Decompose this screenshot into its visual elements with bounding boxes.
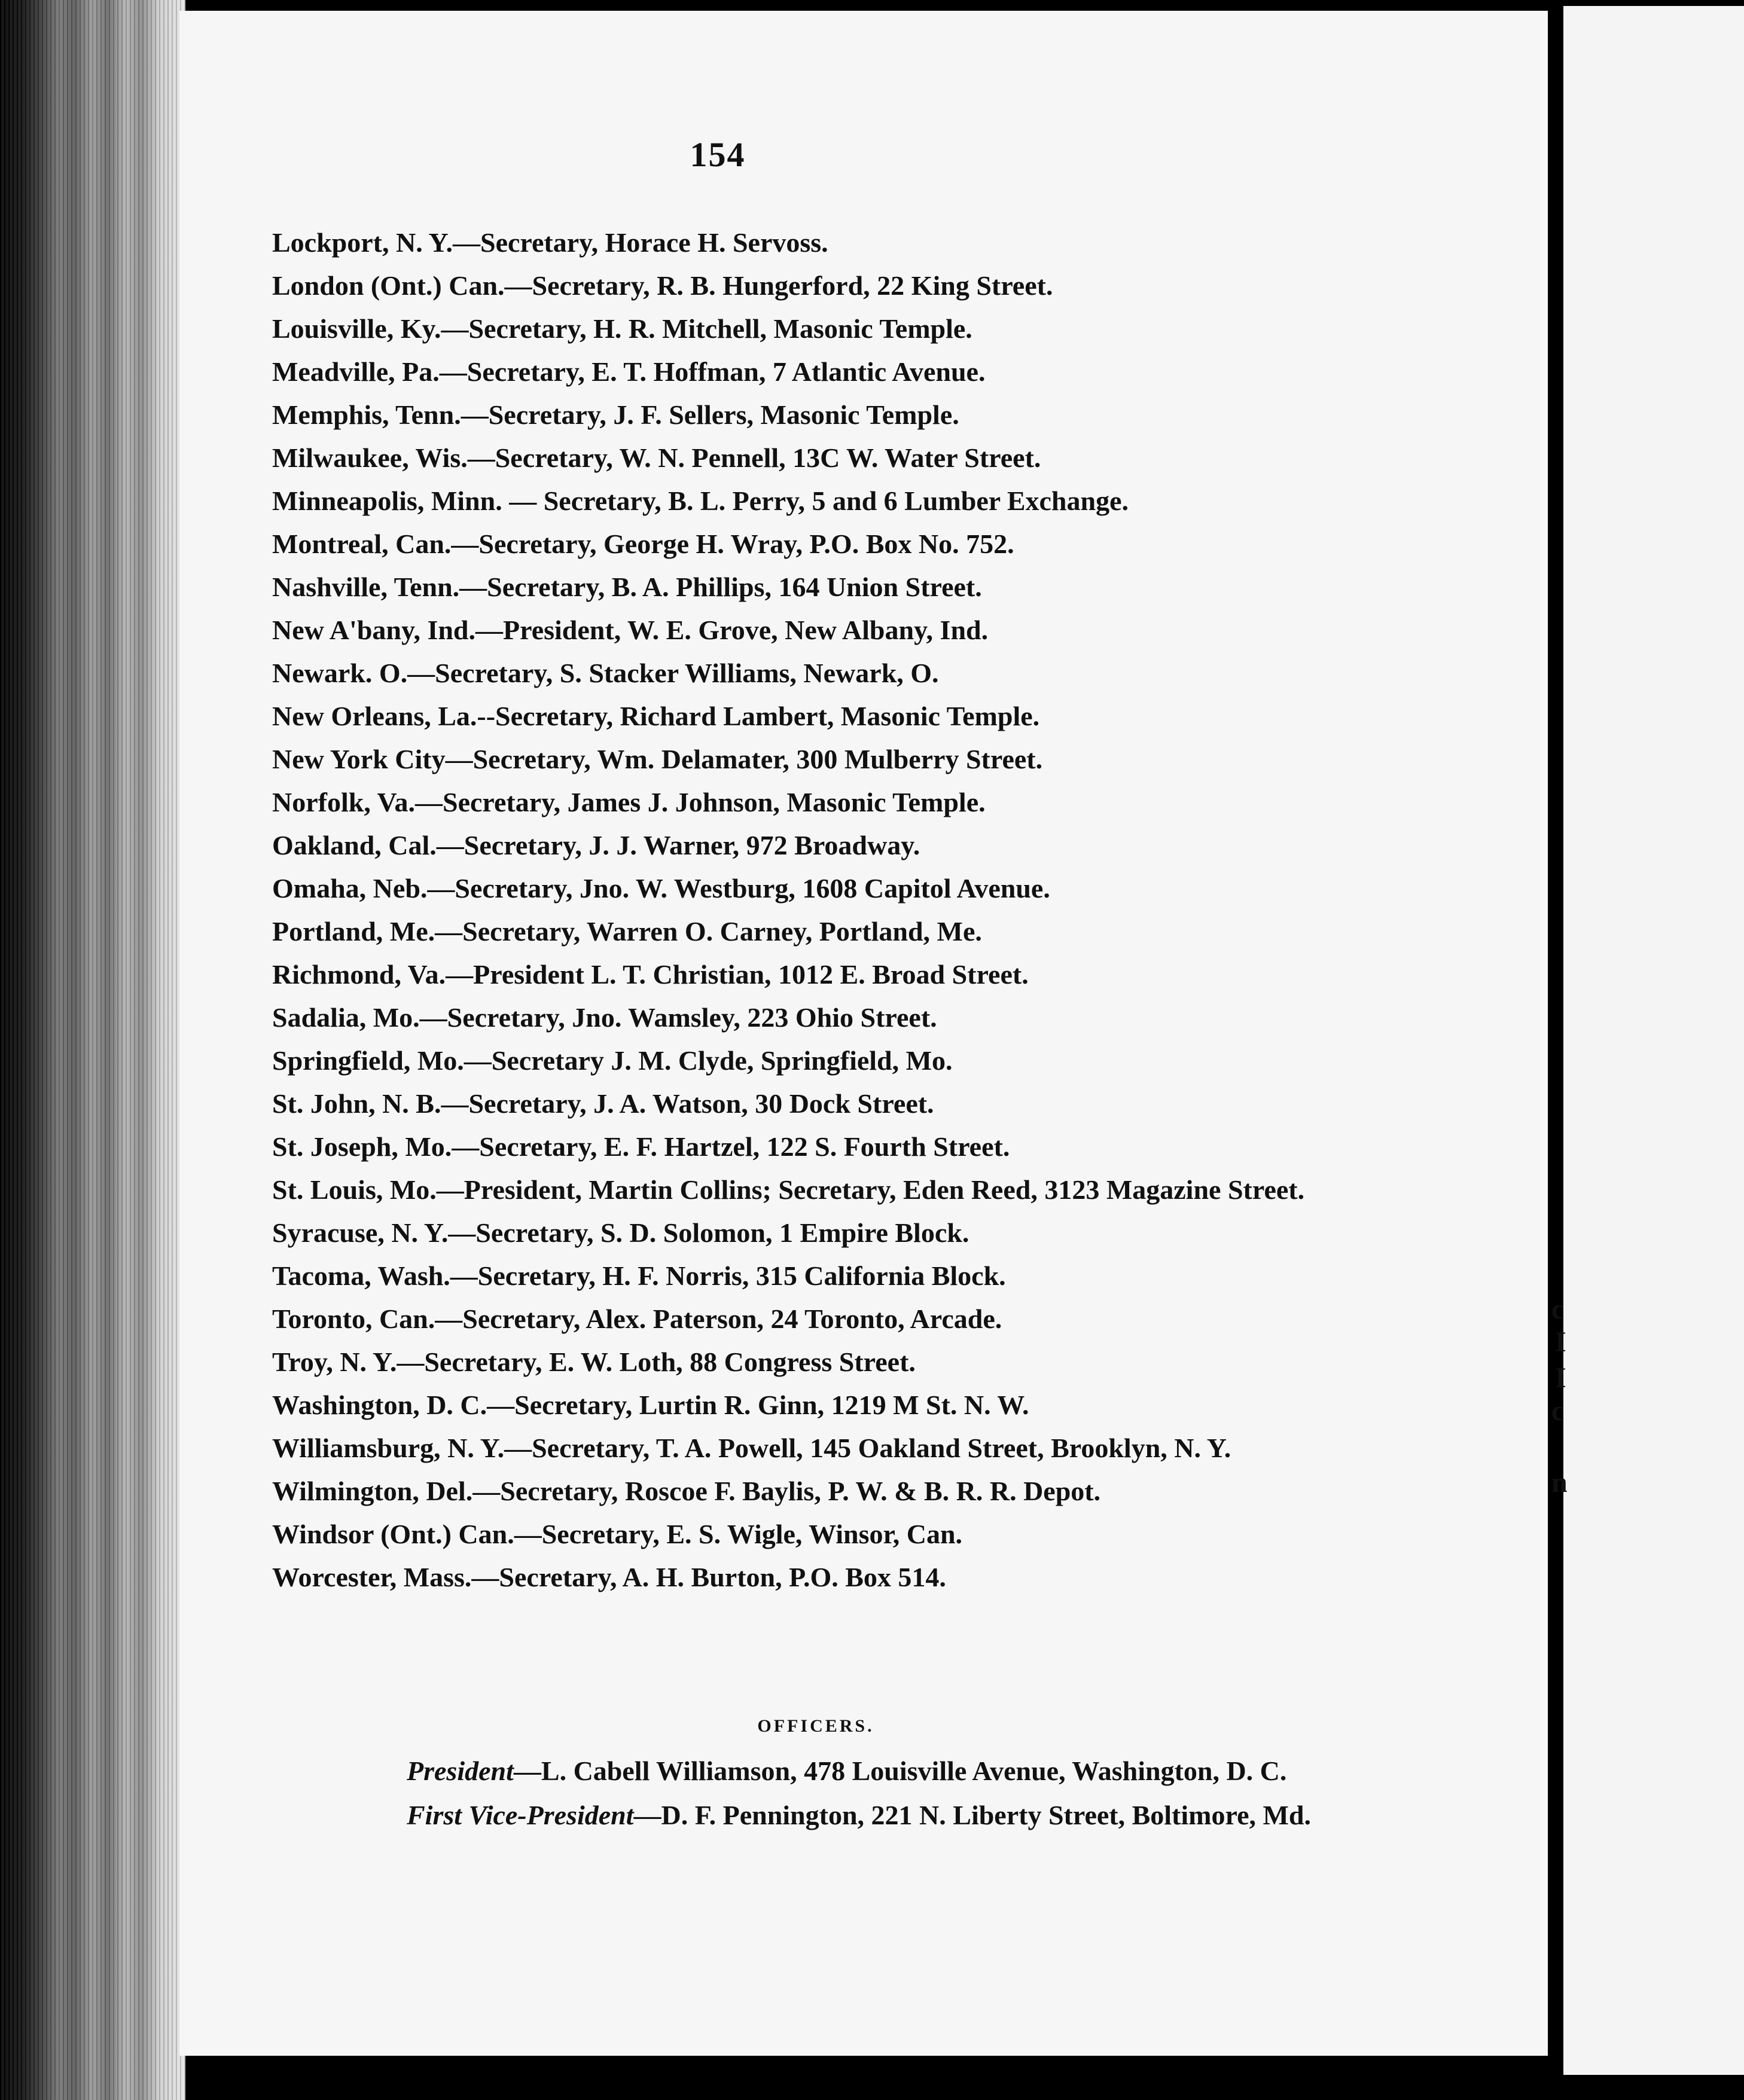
directory-entry: Milwaukee, Wis.—Secretary, W. N. Pennell, 13C W. Water Street. xyxy=(272,442,1041,473)
directory-entry: Sadalia, Mo.—Secretary, Jno. Wamsley, 223 Ohio Street. xyxy=(272,1002,937,1033)
officers-list xyxy=(407,1752,1358,1840)
directory-entry: Toronto, Can.—Secretary, Alex. Paterson, 24 Toronto, Arcade. xyxy=(272,1304,1002,1334)
officers-heading: OFFICERS. xyxy=(757,1716,874,1736)
directory-entry: New Orleans, La.--Secretary, Richard Lambert, Masonic Temple. xyxy=(272,701,1040,731)
facing-page-fragment: I xyxy=(1555,1362,1566,1394)
facing-page-fragment: I xyxy=(1555,1326,1566,1358)
facing-page-fragment: c xyxy=(1551,1395,1565,1427)
officer-role: President xyxy=(407,1756,514,1786)
directory-entry: Washington, D. C.—Secretary, Lurtin R. Ginn, 1219 M St. N. W. xyxy=(272,1390,1029,1420)
directory-entry: Newark. O.—Secretary, S. Stacker Williams, Newark, O. xyxy=(272,658,939,688)
directory-entry: St. Joseph, Mo.—Secretary, E. F. Hartzel, 122 S. Fourth Street. xyxy=(272,1131,1010,1162)
directory-entry: Oakland, Cal.—Secretary, J. J. Warner, 972 Broadway. xyxy=(272,830,920,860)
directory-entry: Tacoma, Wash.—Secretary, H. F. Norris, 315 California Block. xyxy=(272,1260,1006,1291)
facing-page-fragment: c xyxy=(1551,1293,1565,1325)
directory-entry: Portland, Me.—Secretary, Warren O. Carney, Portland, Me. xyxy=(272,916,982,947)
facing-page-fragment: n xyxy=(1551,1467,1568,1498)
directory-entry: St. Louis, Mo.—President, Martin Collins; Secretary, Eden Reed, 3123 Magazine Street. xyxy=(272,1174,1305,1205)
directory-entry: Omaha, Neb.—Secretary, Jno. W. Westburg, 1608 Capitol Avenue. xyxy=(272,873,1050,904)
directory-entry: Springfield, Mo.—Secretary J. M. Clyde, Springfield, Mo. xyxy=(272,1045,953,1076)
directory-entry: New York City—Secretary, Wm. Delamater, 300 Mulberry Street. xyxy=(272,744,1043,774)
directory-entry: Lockport, N. Y.—Secretary, Horace H. Servoss. xyxy=(272,227,828,258)
directory-entry: Troy, N. Y.—Secretary, E. W. Loth, 88 Congress Street. xyxy=(272,1347,916,1377)
directory-entry: Minneapolis, Minn. — Secretary, B. L. Perry, 5 and 6 Lumber Exchange. xyxy=(272,486,1129,516)
directory-entry: Wilmington, Del.—Secretary, Roscoe F. Baylis, P. W. & B. R. R. Depot. xyxy=(272,1476,1101,1506)
directory-entry: Memphis, Tenn.—Secretary, J. F. Sellers, Masonic Temple. xyxy=(272,399,959,430)
facing-page xyxy=(1551,6,1744,2075)
directory-entry: Norfolk, Va.—Secretary, James J. Johnson, Masonic Temple. xyxy=(272,787,986,817)
officer-details: —L. Cabell Williamson, 478 Louisville Avenue, Washington, D. C. xyxy=(513,1756,1287,1786)
officer-entry xyxy=(350,1796,1358,1835)
page-number: 154 xyxy=(690,135,746,174)
directory-entry: Nashville, Tenn.—Secretary, B. A. Phillips, 164 Union Street. xyxy=(272,572,982,602)
book-gutter xyxy=(1548,0,1563,2100)
directory-entry: Syracuse, N. Y.—Secretary, S. D. Solomon, 1 Empire Block. xyxy=(272,1217,969,1248)
directory-entry: Richmond, Va.—President L. T. Christian, 1012 E. Broad Street. xyxy=(272,959,1029,990)
officer-details: —D. F. Pennington, 221 N. Liberty Street, Boltimore, Md. xyxy=(633,1800,1311,1830)
directory-entry: Montreal, Can.—Secretary, George H. Wray, P.O. Box No. 752. xyxy=(272,529,1014,559)
directory-entry: St. John, N. B.—Secretary, J. A. Watson, 30 Dock Street. xyxy=(272,1088,934,1119)
directory-entry: Meadville, Pa.—Secretary, E. T. Hoffman, 7 Atlantic Avenue. xyxy=(272,356,986,387)
book-page-edges xyxy=(0,0,185,2100)
officer-role: First Vice-President xyxy=(407,1800,634,1830)
directory-entry: London (Ont.) Can.—Secretary, R. B. Hungerford, 22 King Street. xyxy=(272,270,1053,301)
directory-list xyxy=(272,221,1359,1599)
directory-entry: New A'bany, Ind.—President, W. E. Grove, New Albany, Ind. xyxy=(272,615,989,645)
directory-entry: Worcester, Mass.—Secretary, A. H. Burton, P.O. Box 514. xyxy=(272,1562,946,1592)
directory-entry: Louisville, Ky.—Secretary, H. R. Mitchell, Masonic Temple. xyxy=(272,313,972,344)
officer-entry xyxy=(350,1752,1358,1790)
directory-entry: Williamsburg, N. Y.—Secretary, T. A. Powell, 145 Oakland Street, Brooklyn, N. Y. xyxy=(272,1433,1231,1463)
directory-entry: Windsor (Ont.) Can.—Secretary, E. S. Wigle, Winsor, Can. xyxy=(272,1519,963,1549)
